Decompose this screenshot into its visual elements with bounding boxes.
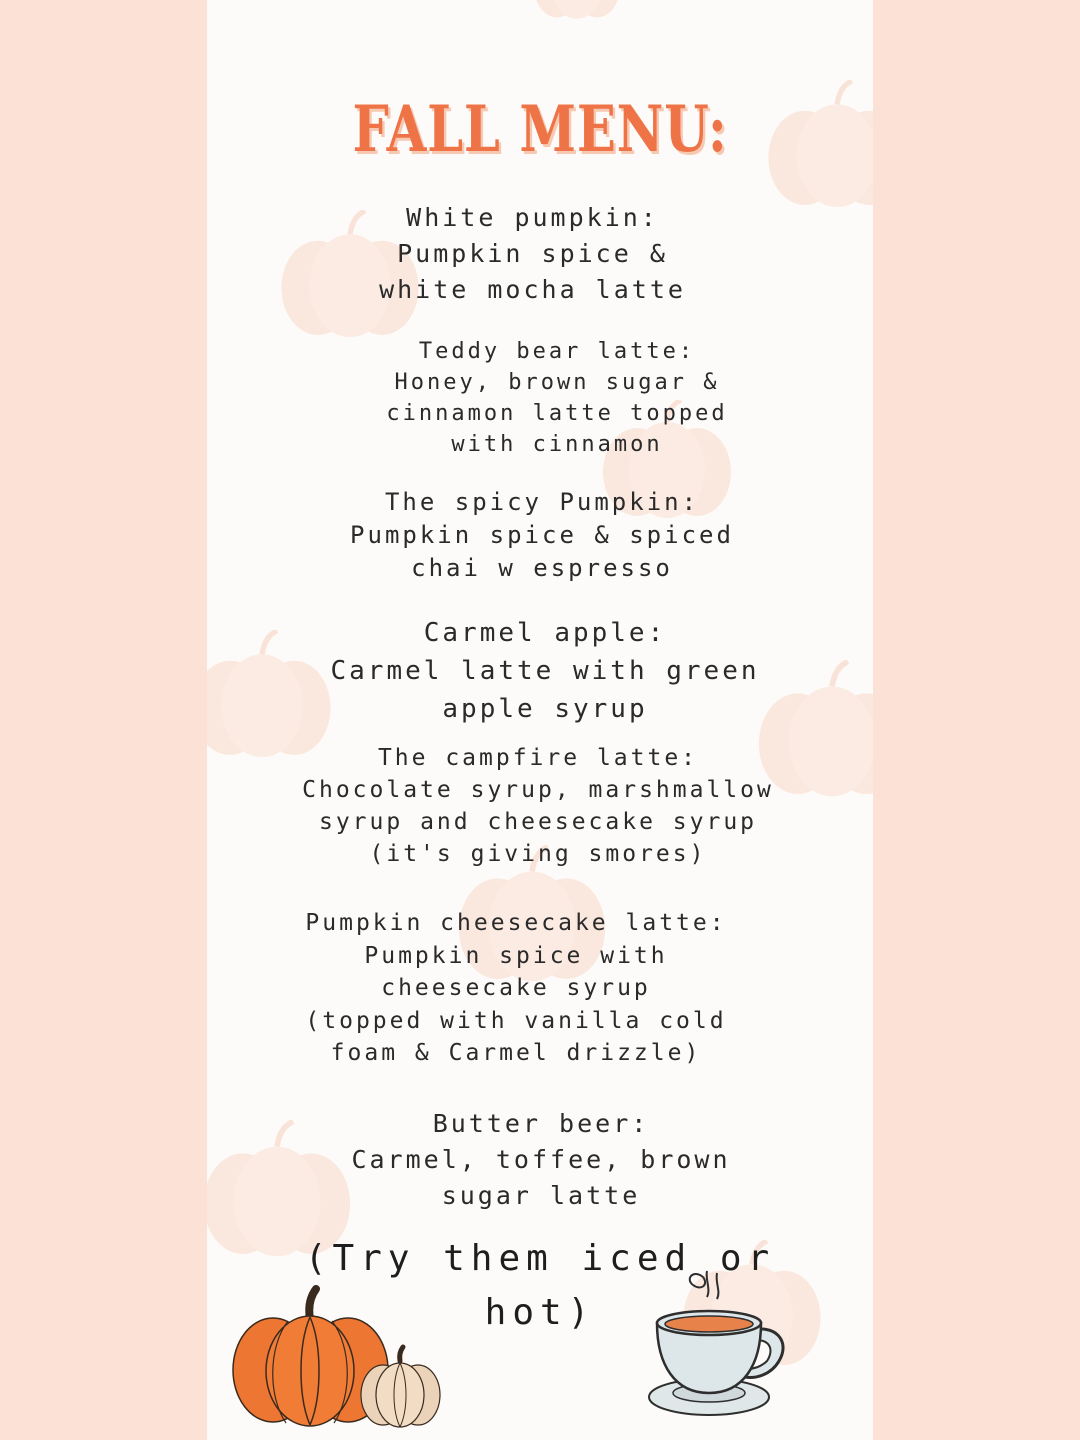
- item-name: Pumpkin cheesecake latte:: [305, 910, 727, 936]
- item-name: Carmel apple:: [423, 618, 667, 648]
- item-description: Pumpkin spice & spiced: [350, 521, 734, 549]
- item-description: apple syrup: [442, 694, 648, 724]
- item-name: White pumpkin:: [406, 203, 659, 232]
- item-description: Pumpkin spice with: [364, 942, 668, 969]
- menu-item-campfire-latte: [0, 742, 1076, 870]
- menu-item-white-pumpkin: [0, 200, 1065, 308]
- item-description: white mocha latte: [379, 275, 686, 304]
- item-name: Butter beer:: [432, 1109, 650, 1138]
- pumpkin-icon: [228, 1285, 443, 1430]
- item-description: Carmel latte with green: [330, 656, 760, 686]
- closing-line: hot): [484, 1292, 596, 1333]
- item-description: chai w espresso: [411, 554, 673, 582]
- item-description: foam & Carmel drizzle): [330, 1040, 702, 1066]
- item-name: The spicy Pumpkin:: [384, 488, 700, 516]
- menu-item-pumpkin-cheesecake-latte: [0, 907, 1032, 1070]
- item-description: Honey, brown sugar &: [394, 370, 720, 395]
- item-description: Carmel, toffee, brown: [351, 1145, 731, 1174]
- item-name: Teddy bear latte:: [418, 339, 696, 364]
- menu-title: FALL MENU:: [352, 92, 728, 167]
- coffee-cup-icon: [645, 1265, 795, 1435]
- item-description: cheesecake syrup: [381, 975, 651, 1001]
- menu-item-spicy-pumpkin: [0, 486, 1080, 585]
- menu-item-carmel-apple: [0, 614, 1080, 728]
- item-name: The campfire latte:: [377, 745, 699, 771]
- background-pumpkin-icon: [527, 0, 627, 20]
- item-description: sugar latte: [441, 1181, 641, 1210]
- item-description: syrup and cheesecake syrup: [318, 809, 758, 835]
- item-description: (topped with vanilla cold: [305, 1007, 727, 1034]
- closing-note: [0, 1232, 1080, 1340]
- item-description: (it's giving smores): [369, 841, 707, 867]
- item-description: cinnamon latte topped: [386, 401, 728, 426]
- item-description: with cinnamon: [451, 432, 663, 457]
- menu-item-teddy-bear-latte: [0, 336, 1080, 460]
- menu-item-butter-beer: [0, 1106, 1080, 1214]
- closing-line: (Try them iced or: [304, 1238, 776, 1279]
- item-description: Chocolate syrup, marshmallow: [302, 777, 774, 803]
- item-description: Pumpkin spice &: [397, 239, 668, 268]
